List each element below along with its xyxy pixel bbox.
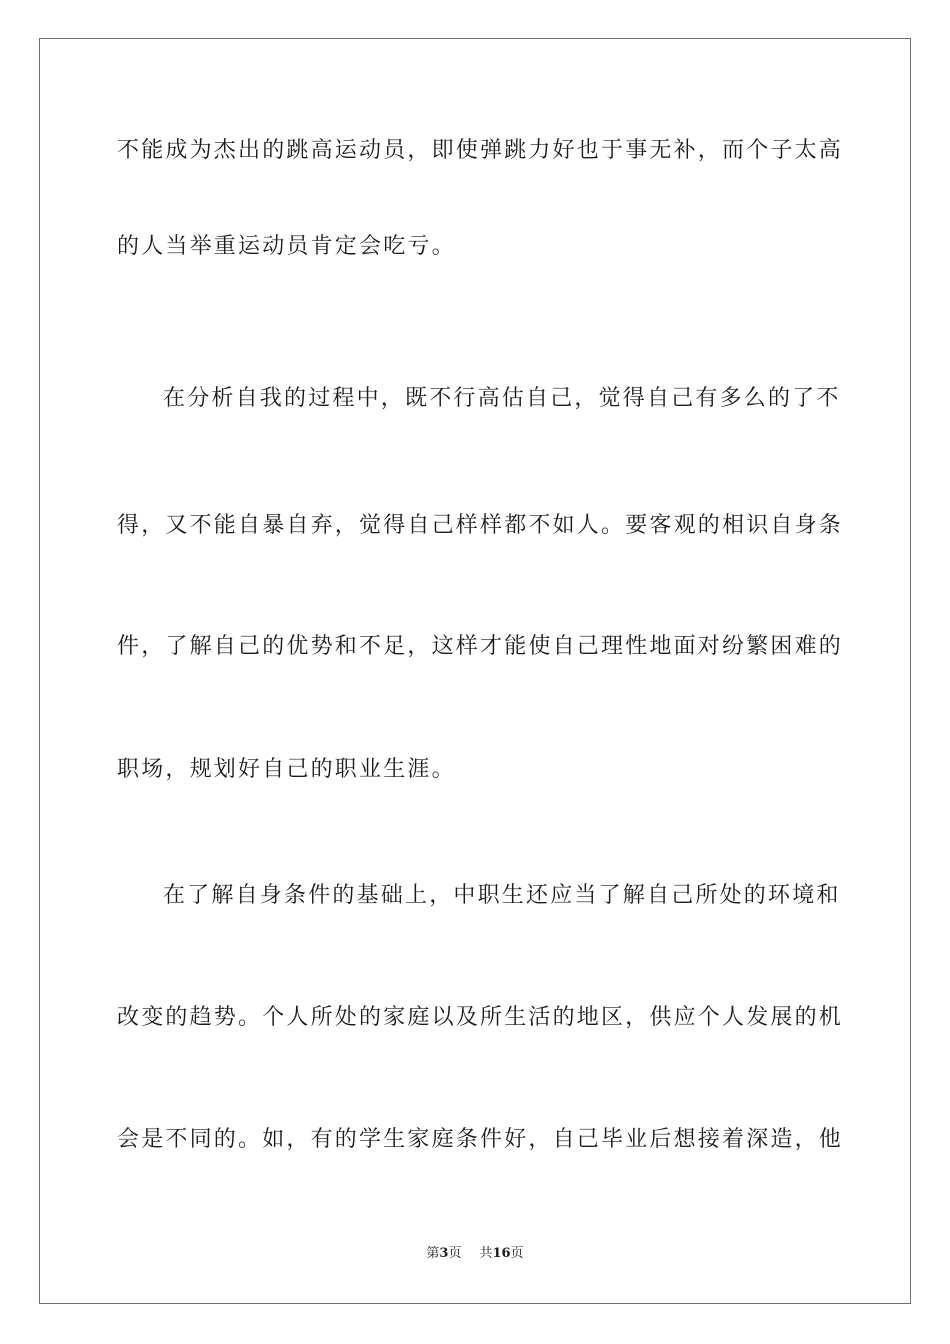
body-line: 件，了解自己的优势和不足，这样才能使自己理性地面对纷繁困难的 bbox=[117, 634, 844, 659]
page-number: 3 bbox=[439, 1246, 449, 1261]
body-line: 不能成为杰出的跳高运动员，即使弹跳力好也于事无补，而个子太高 bbox=[117, 138, 844, 163]
total-prefix: 共 bbox=[479, 1246, 493, 1261]
body-line-paragraph-start: 在了解自身条件的基础上，中职生还应当了解自己所处的环境和 bbox=[163, 883, 841, 908]
page-suffix: 页 bbox=[448, 1246, 462, 1261]
body-line: 职场，规划好自己的职业生涯。 bbox=[117, 757, 456, 782]
body-line: 的人当举重运动员肯定会吃亏。 bbox=[117, 234, 456, 259]
body-line-paragraph-start: 在分析自我的过程中，既不行高估自己，觉得自己有多么的了不 bbox=[163, 386, 841, 411]
body-line: 得，又不能自暴自弃，觉得自己样样都不如人。要客观的相识自身条 bbox=[117, 513, 844, 538]
total-suffix: 页 bbox=[510, 1246, 524, 1261]
page-prefix: 第 bbox=[426, 1246, 440, 1261]
body-line: 改变的趋势。个人所处的家庭以及所生活的地区，供应个人发展的机 bbox=[117, 1005, 844, 1030]
body-line: 会是不同的。如，有的学生家庭条件好，自己毕业后想接着深造，他 bbox=[117, 1127, 844, 1152]
total-pages: 16 bbox=[492, 1246, 511, 1261]
page-footer bbox=[0, 1245, 950, 1263]
